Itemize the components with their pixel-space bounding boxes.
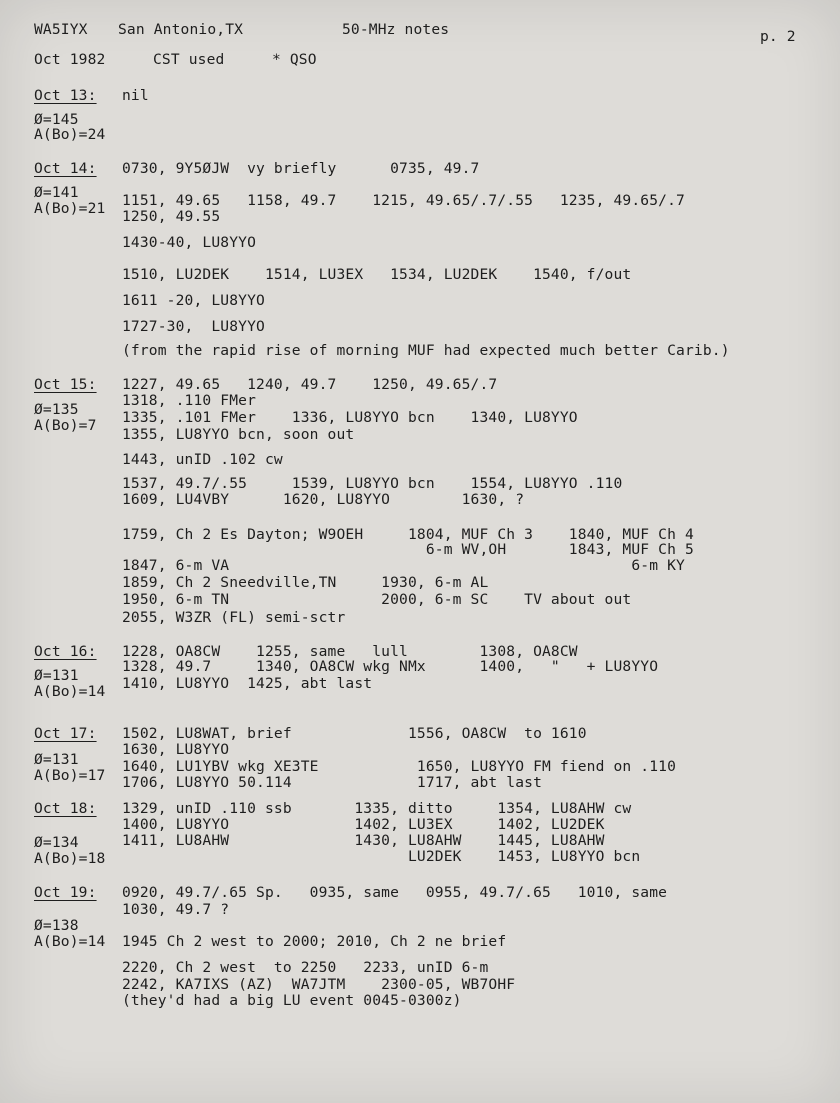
log-line: 6-m WV,OH 1843, MUF Ch 5 <box>122 541 694 558</box>
log-line: 1400, LU8YYO 1402, LU3EX 1402, LU2DEK <box>122 816 605 833</box>
log-line: 1227, 49.65 1240, 49.7 1250, 49.65/.7 <box>122 376 498 393</box>
solar-flux: Ø=138 <box>34 917 79 934</box>
qso-note: * QSO <box>272 51 317 68</box>
location: San Antonio,TX <box>118 21 244 38</box>
entry-date: Oct 18: <box>34 800 97 817</box>
entry-date: Oct 13: <box>34 87 97 104</box>
a-index: A(Bo)=21 <box>34 200 106 217</box>
log-line: 1443, unID .102 cw <box>122 451 283 468</box>
a-index: A(Bo)=14 <box>34 933 106 950</box>
log-line: 1329, unID .110 ssb 1335, ditto 1354, LU8AHW cw <box>122 800 632 817</box>
log-line: 1945 Ch 2 west to 2000; 2010, Ch 2 ne brief <box>122 933 507 950</box>
log-line: 2242, KA7IXS (AZ) WA7JTM 2300-05, WB7OHF <box>122 976 516 993</box>
log-line: 1759, Ch 2 Es Dayton; W9OEH 1804, MUF Ch 3 1840, MUF Ch 4 <box>122 526 694 543</box>
solar-flux: Ø=131 <box>34 667 79 684</box>
entry-date: Oct 16: <box>34 643 97 660</box>
log-line: (from the rapid rise of morning MUF had expected much better Carib.) <box>122 342 730 359</box>
log-line: 1510, LU2DEK 1514, LU3EX 1534, LU2DEK 1540, f/out <box>122 266 632 283</box>
log-line: 1609, LU4VBY 1620, LU8YYO 1630, ? <box>122 491 525 508</box>
solar-flux: Ø=135 <box>34 401 79 418</box>
callsign: WA5IYX <box>34 21 88 38</box>
a-index: A(Bo)=24 <box>34 126 106 143</box>
log-line: 1727-30, LU8YYO <box>122 318 265 335</box>
log-line: 1318, .110 FMer <box>122 392 257 409</box>
log-line: 1355, LU8YYO bcn, soon out <box>122 426 355 443</box>
month-label: Oct 1982 <box>34 51 106 68</box>
log-line: 1537, 49.7/.55 1539, LU8YYO bcn 1554, LU8YYO .110 <box>122 475 623 492</box>
entry-date: Oct 15: <box>34 376 97 393</box>
log-line: (they'd had a big LU event 0045-0300z) <box>122 992 462 1009</box>
entry-date: Oct 14: <box>34 160 97 177</box>
log-line: 2220, Ch 2 west to 2250 2233, unID 6-m <box>122 959 489 976</box>
a-index: A(Bo)=18 <box>34 850 106 867</box>
entry-date: Oct 19: <box>34 884 97 901</box>
log-line: 1228, OA8CW 1255, same lull 1308, OA8CW <box>122 643 578 660</box>
log-line: 1410, LU8YYO 1425, abt last <box>122 675 373 692</box>
a-index: A(Bo)=14 <box>34 683 106 700</box>
log-line: 0920, 49.7/.65 Sp. 0935, same 0955, 49.7/.65 1010, same <box>122 884 668 901</box>
page-number: p. 2 <box>760 28 796 45</box>
a-index: A(Bo)=17 <box>34 767 106 784</box>
log-line: 1706, LU8YYO 50.114 1717, abt last <box>122 774 543 791</box>
entry-date: Oct 17: <box>34 725 97 742</box>
log-line: 0730, 9Y5ØJW vy briefly 0735, 49.7 <box>122 160 480 177</box>
time-note: CST used <box>153 51 225 68</box>
log-line: 1335, .101 FMer 1336, LU8YYO bcn 1340, LU8YYO <box>122 409 578 426</box>
solar-flux: Ø=131 <box>34 751 79 768</box>
log-line: 1328, 49.7 1340, OA8CW wkg NMx 1400, " + LU8YYO <box>122 658 659 675</box>
log-line: LU2DEK 1453, LU8YYO bcn <box>122 848 641 865</box>
log-line: 1859, Ch 2 Sneedville,TN 1930, 6-m AL <box>122 574 489 591</box>
a-index: A(Bo)=7 <box>34 417 97 434</box>
log-line: 2055, W3ZR (FL) semi-sctr <box>122 609 346 626</box>
log-line: 1630, LU8YYO <box>122 741 230 758</box>
log-line: 1502, LU8WAT, brief 1556, OA8CW to 1610 <box>122 725 587 742</box>
log-line: 1250, 49.55 <box>122 208 221 225</box>
solar-flux: Ø=145 <box>34 111 79 128</box>
log-line: 1430-40, LU8YYO <box>122 234 257 251</box>
log-line: 1030, 49.7 ? <box>122 901 230 918</box>
solar-flux: Ø=134 <box>34 834 79 851</box>
log-line: 1151, 49.65 1158, 49.7 1215, 49.65/.7/.55 1235, 49.65/.7 <box>122 192 685 209</box>
log-line: 1640, LU1YBV wkg XE3TE 1650, LU8YYO FM fiend on .110 <box>122 758 677 775</box>
log-line: 1950, 6-m TN 2000, 6-m SC TV about out <box>122 591 632 608</box>
log-line: 1411, LU8AHW 1430, LU8AHW 1445, LU8AHW <box>122 832 605 849</box>
log-line: 1611 -20, LU8YYO <box>122 292 265 309</box>
solar-flux: Ø=141 <box>34 184 79 201</box>
log-line: 1847, 6-m VA 6-m KY <box>122 557 685 574</box>
page-title: 50-MHz notes <box>342 21 450 38</box>
log-line: nil <box>122 87 149 104</box>
